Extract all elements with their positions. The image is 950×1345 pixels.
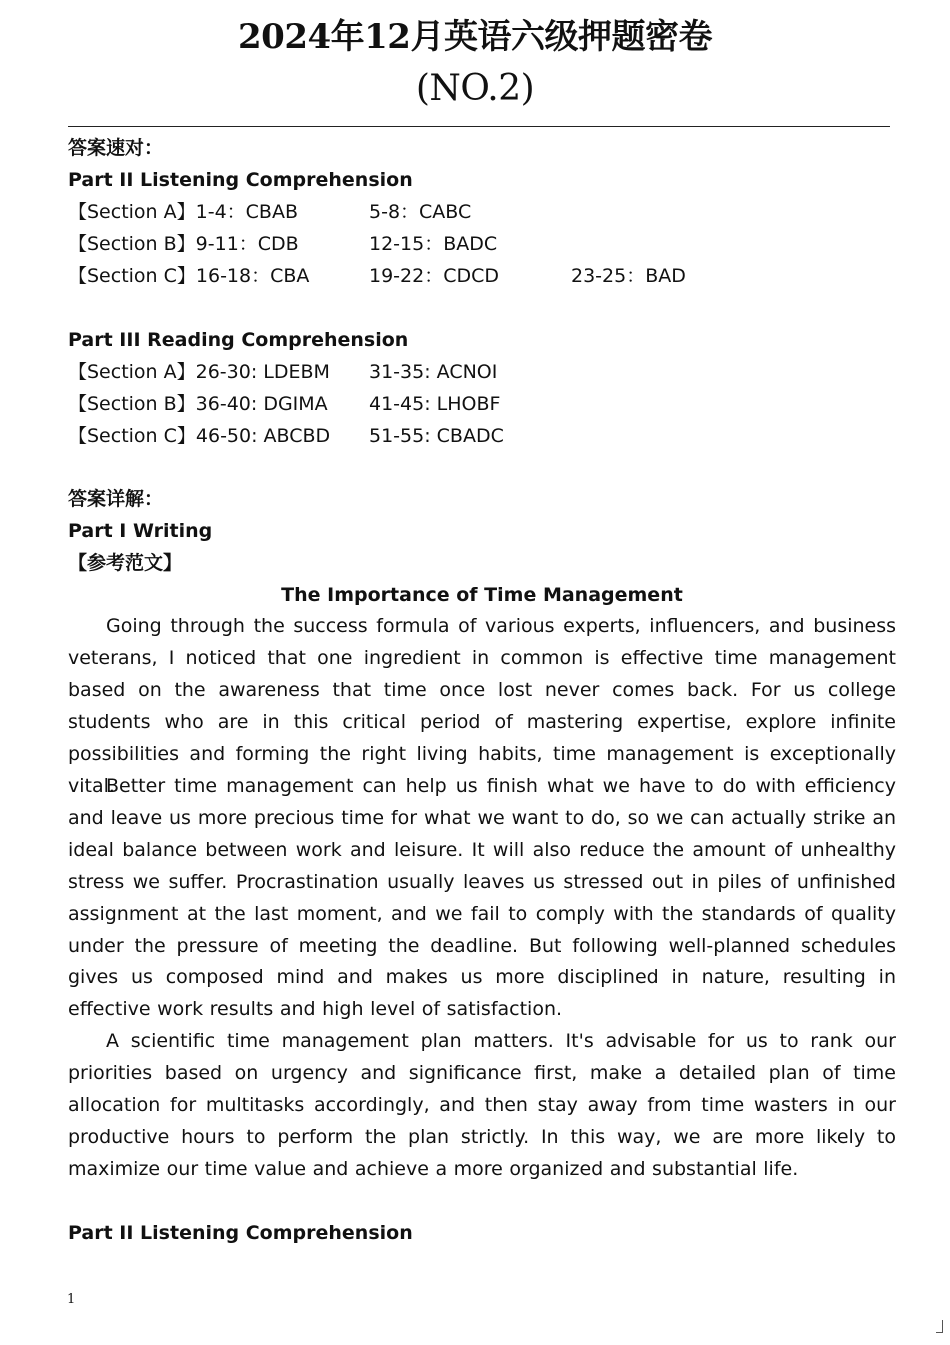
part2-section-b: 【Section B】9-11：CDB xyxy=(68,233,299,255)
corner-crop-mark xyxy=(936,1320,943,1333)
document-subtitle: (NO.2) xyxy=(415,68,535,109)
part3-heading: Part III Reading Comprehension xyxy=(68,329,409,351)
page-number: 1 xyxy=(67,1292,76,1307)
part1-writing-heading: Part I Writing xyxy=(68,520,213,542)
part2-section-c: 【Section C】16-18：CBA xyxy=(68,265,310,287)
details-heading: 答案详解： xyxy=(68,488,164,510)
title-divider xyxy=(68,126,890,127)
essay-paragraph-2: Better time management can help us finish what we have to do with efficiency and leave us more precious time for what we want to do, so we can actually strike an ideal balance between work and leisure. It will also reduce the amount of unhealthy stress we suffer. Procrastination usually leaves us stressed out in piles of unfinished assignment at the last moment, and we fail to comply with the standards of quality under the pressure of meeting the deadline. But following well-planned schedules gives us composed mind and makes us more disciplined in nature, resulting in effective work results and high level of satisfaction. xyxy=(68,775,896,1021)
part2-section-a: 【Section A】1-4：CBAB xyxy=(68,201,298,223)
essay-title: The Importance of Time Management xyxy=(281,584,683,606)
part3-section-a: 【Section A】26-30: LDEBM xyxy=(68,361,330,383)
part2-section-a-col2: 5-8：CABC xyxy=(369,201,472,223)
part3-section-c-col2: 51-55: CBADC xyxy=(369,425,504,447)
document-title: 2024年12月英语六级押题密卷 xyxy=(238,17,712,57)
quick-answers-heading: 答案速对： xyxy=(68,137,164,159)
part2-section-b-col2: 12-15：BADC xyxy=(369,233,498,255)
part2-heading: Part II Listening Comprehension xyxy=(68,169,413,191)
part3-section-b-col2: 41-45: LHOBF xyxy=(369,393,501,415)
part3-section-a-col2: 31-35: ACNOI xyxy=(369,361,498,383)
part3-section-c: 【Section C】46-50: ABCBD xyxy=(68,425,331,447)
part2-section-c-col3: 23-25：BAD xyxy=(571,265,686,287)
essay-paragraph-1: Going through the success formula of various experts, influencers, and business veterans, I noticed that one ingredient in common is effective time management based on the awareness that time once lost never comes back. For us college students who are in this critical period of mastering expertise, explore infinite possibilities and forming the right living habits, time management is exceptionally vital. xyxy=(68,615,896,797)
part2-section-c-col2: 19-22：CDCD xyxy=(369,265,500,287)
essay-paragraph-3: A scientific time management plan matters. It's advisable for us to rank our priorities based on urgency and significance first, make a detailed plan of time allocation for multitasks accordingly, and then stay away from time wasters in our productive hours to perform the plan strictly. In this way, we are more likely to maximize our time value and achieve a more organized and substantial life. xyxy=(68,1030,896,1180)
part2-listening-heading: Part II Listening Comprehension xyxy=(68,1222,413,1244)
part3-section-b: 【Section B】36-40: DGIMA xyxy=(68,393,328,415)
sample-essay-label: 【参考范文】 xyxy=(68,552,183,574)
